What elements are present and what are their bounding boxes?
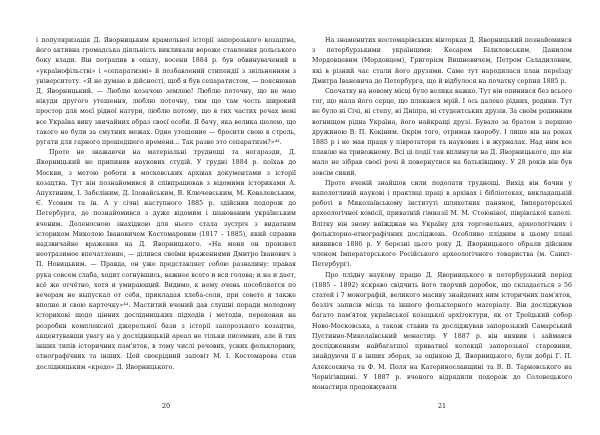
right-page-text xyxy=(312,36,572,398)
paragraph: Спочатку на новому місці було велика важко. Тут він опинився без всього тог, що мала його серце, що плекався мрій. І ось далеко рідних, родини. Тут не було ні Січі, ні степу, ні Дніпра, ні студентських друзів. За своїм родинним вогнищем рідна Україна, його найкращі друзі. Бувало за братом з першою дружиною В. П. Кокіним. Окрім того, отримав хворобу. І лише він на роках 1885 р і не мав праця у півротатори та наукових і в журналах. Над ним все плавлю на тривожному. Всі ці події так вплинули на Д. Яворницького, що він мало не зібрав своєї речі й повернутися на батьківщину. У 28 років він був зовсім сивий. xyxy=(312,88,572,177)
paragraph: Проте не зважаючи на матеріальні труднощі та негаразди, Д. Яворницький не припиняв наукових студій. У грудні 1884 р. поїхав до Москви, з метою роботи в московських архівах документами з історії козацтва. Тут він познайомився й співпрацював з відомими істориками А. Апухтиним, І. Забєліним, Д. Іловайським, В. Ключевським, М. Ковалевським, Є. Усовим та ін. А у січні наступного 1885 р. здійснив подорож до Петербурга, де познайомився з дуже відомим і шанованим українським вченим. Доленосною знахідкою для нього стала зустріч з видатним істориком Миколою Івановичем Костомаровим (1817 – 1885), який справив надзвичайне враження на Д. Яворницького. «На меня он произвел неотразимое впечатление, — ділився своїми враженнями Дмитро Іванович з П. Новицьким. — Правда, он уже представляет собою развалину: правая рука совсем слаба, ходит согнувшись, важнее всего и вся голова; и на и дает, всё же отчётно, хотя и умирающий. Видимо, к нему очень пособляется по вечерам не выпускал от себя, прикладая хлеба-соли, при совете и также вполне и свою карточку»⁴⁴. Маститий вчений дав слушні поради молодому історикові щодо цінних дослідницьких підходів і методів, переконав на розробки комплексної джерельної бази з історії запорозького козацтва, акцентувавши увагу на у дослідницькій ареал не тільки писемних, але й тих інших типів історичних пам'яток, в тому числі речових, усних фольклорних, етнографічних та інших. Цей своєрідний заповіт М. І. Костомарова став дослідницьким «кредо» Д. Яворницького. xyxy=(36,149,296,371)
paragraph: і популяризація Д. Яворницьким крамольної історії запорозького козацтва, його активна громадська діяльність викликали вороже ставлення дольського боку влади. Він потрапив в опалу, восени 1884 р. був обвинувачений в «українофільстві» і «сепаратизмі» й позбавлений стипендії з звільненням з університету. «Я не думаю в дійсності, щоб я був сепаратистом, — пояснював Д. Яворницький. — Люблю козачою землею! Люблю поточну, що не маю нікуди другого утешення, люблю поточну, тим що там честь широкий простор для моєї рідної натури, люблю потому, що в тих частих речах мені все Україна вику звичайних образ своєї особи. Я бачу, яка велика шолею, що такого не були за смутних межах. Одне утешение — бросити свою в стрель, ругати для гарного прошедшего времени... Так разве это сепаратизм?»⁴³. xyxy=(36,37,296,147)
left-page-text xyxy=(36,36,296,398)
right-page xyxy=(312,36,572,428)
paragraph: Проте вченій знайшов сили подолати труднощі. Вихід він бачив у наполегливій наукові і практиці праці в архівах і бібліотеках, викладацькій роботі в Миколаївському інституті шляхетних панянок, Імператорської археологічної комісії, приватній гімназії М. М. Стоюніної, піврівської капелі. Влітку він знову виїжджав на Україну для торговельних, археологічних і фольклорно-етнографічних досліджень. Особливо плідним в цьому плані виявився 1886 р. У березні цього року Д. Яворницького обрали дійсним членом Імператорського Російського археологічного товариства (м. Санкт-Петербург). xyxy=(312,179,572,269)
page-number: 21 xyxy=(437,402,447,410)
paragraph: Про плідну наукову працю Д. Яворницького в петербурзький період (1885 – 1892) яскраво свідчить його творчий доробок, що складається з 56 статей і 7 монографій, великого масиву знайдених ним історичних пам'яток, безліч записів місць та іншого фольклорного матеріалу. Він досліджував багато пам'яток української козацької архітектури, як от Троїцький собор Ново-Московська, а також ставив та досліджував запорозький Самарський Пустинно-Миколаївський монастир. У 1887 р. він виявив і займався дослідженням найбагатшої приватної колекції запорозької старовини, знайдуючи її в інших зборах, за оцінкою Д. Яворницького, були добрі Г. П. Алексеєвича та Ф. М. Поля на Катеринославщині та В. В. Тарновського на Чернігівщині. У 1887 р. вченого відрядили подорож до Соловецького монастиря продовжувати xyxy=(312,271,572,391)
left-page xyxy=(36,36,296,428)
page-number: 20 xyxy=(161,402,171,410)
paragraph: На знаменитих костомарівських вівторках Д. Яворницький познайомився з петербурзькими українцями: Кесарем Білиловським, Данилом Мордовцевим (Мордовцем), Григорієм Вишневичем, Петром Саладиловим, які в різний час стали його друзями. Саме тут народилася план переїзду Дмитра Івановича до Петербурга, що й відбулося на початку серпня 1885 р. xyxy=(312,37,572,85)
